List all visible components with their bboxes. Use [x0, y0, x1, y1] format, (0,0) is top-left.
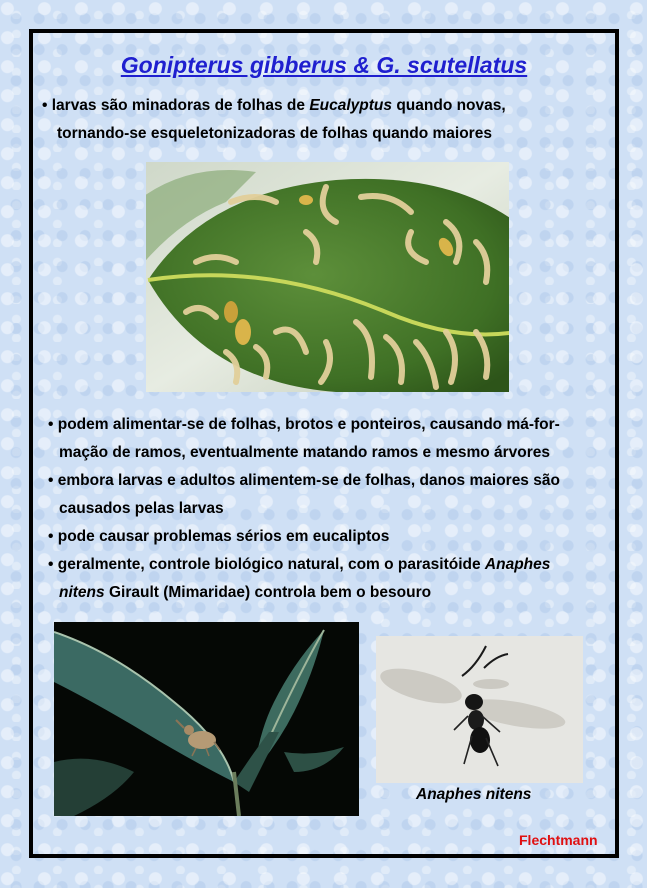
intro-text-a: • larvas são minadoras de folhas de: [42, 97, 310, 114]
bullet-3-line-1: • pode causar problemas sérios em eucaliptos: [48, 528, 390, 545]
bullet-4-text-b: Girault (Mimaridae) controla bem o besouro: [104, 584, 432, 601]
intro-text-italic: Eucalyptus: [309, 97, 393, 114]
anaphes-image: [376, 636, 583, 783]
weevil-photo: [54, 622, 359, 816]
author-credit: Flechtmann: [519, 832, 598, 848]
bullet-2-line-1: • embora larvas e adultos alimentem-se de folhas, danos maiores são: [48, 472, 560, 489]
bullet-1-line-2: mação de ramos, eventualmente matando ramos e mesmo árvores: [59, 444, 551, 461]
anaphes-caption: Anaphes nitens: [416, 786, 532, 803]
anaphes-photo: [376, 636, 583, 783]
page-title: Gonipterus gibberus & G. scutellatus: [120, 52, 528, 78]
slide-frame: [29, 29, 619, 858]
bullet-4-text-italic-2: nitens: [59, 584, 105, 601]
weevil-image: [54, 622, 359, 816]
intro-text-b: quando novas,: [392, 97, 506, 114]
leaf-larvae-photo: [146, 162, 509, 392]
bullet-4-text-a: • geralmente, controle biológico natural, com o parasitóide: [48, 556, 485, 573]
intro-line-1: [42, 92, 506, 121]
leaf-larvae-image: [146, 162, 509, 392]
bullet-4-line-1: [48, 551, 550, 580]
bullet-2-line-2: causados pelas larvas: [59, 500, 224, 517]
bullet-4-line-2: [59, 579, 431, 608]
bullet-1-line-1: • podem alimentar-se de folhas, brotos e ponteiros, causando má-for-: [48, 416, 560, 433]
intro-line-2: tornando-se esqueletonizadoras de folhas quando maiores: [57, 125, 492, 142]
bullet-4-text-italic: Anaphes: [484, 556, 551, 573]
